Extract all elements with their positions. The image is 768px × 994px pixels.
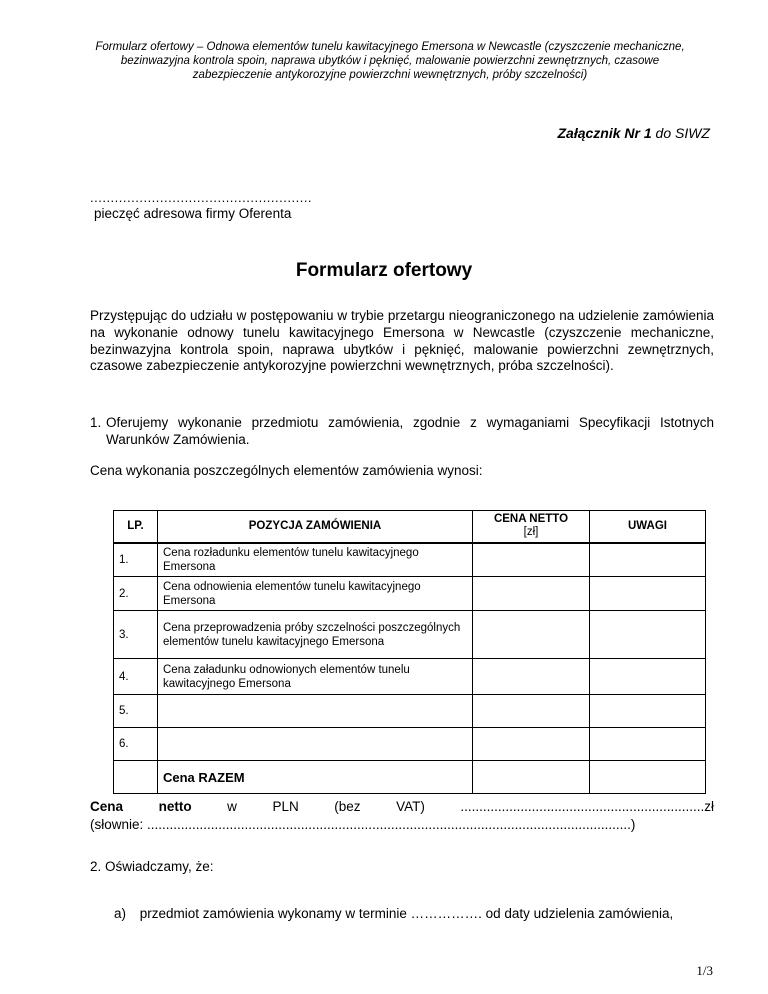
header-net-price	[473, 511, 590, 543]
price-table	[113, 510, 706, 794]
row-lp: 4.	[114, 659, 158, 695]
row-position: Cena przeprowadzenia próby szczelności poszczególnych elementów tunelu kawitacyjnego Emersona	[158, 611, 473, 659]
header-position: POZYCJA ZAMÓWIENIA	[158, 511, 473, 543]
total-label: Cena RAZEM	[158, 761, 473, 794]
row-lp: 2.	[114, 577, 158, 611]
row-lp: 6.	[114, 728, 158, 761]
row-remarks-cell[interactable]	[590, 728, 706, 761]
row-position: Cena rozładunku elementów tunelu kawitacyjnego Emersona	[158, 543, 473, 577]
row-net-price-cell[interactable]	[473, 728, 590, 761]
net-word-4: PLN	[272, 799, 299, 814]
net-word-3: w	[227, 799, 237, 814]
page-number: 1/3	[696, 963, 713, 978]
row-position[interactable]	[158, 695, 473, 728]
row-lp: 3.	[114, 611, 158, 659]
total-net-price-cell[interactable]	[473, 761, 590, 794]
row-remarks-cell[interactable]	[590, 695, 706, 728]
table-row	[114, 543, 706, 577]
point-1	[90, 415, 714, 449]
row-net-price-cell[interactable]	[473, 543, 590, 577]
table-row	[114, 728, 706, 761]
form-title: Formularz ofertowy	[295, 260, 473, 281]
header-net-price-label: CENA NETTO	[493, 513, 569, 526]
point-2a-text: przedmiot zamówienia wykonamy w terminie ……………. od daty udzielenia zamówienia,	[139, 906, 674, 921]
net-word-5: (bez	[334, 799, 361, 814]
annex-label	[557, 125, 710, 141]
price-intro: Cena wykonania poszczególnych elementów zamówienia wynosi:	[90, 463, 483, 478]
net-word-6: VAT)	[396, 799, 425, 814]
row-remarks-cell[interactable]	[590, 577, 706, 611]
point-2a-letter: a)	[114, 906, 127, 921]
total-remarks-cell[interactable]	[590, 761, 706, 794]
row-net-price-cell[interactable]	[473, 695, 590, 728]
point-2a	[114, 906, 673, 921]
header-lp: LP.	[114, 511, 158, 543]
point-2: 2. Oświadczamy, że:	[90, 859, 214, 874]
header-net-price-unit: [zł]	[523, 526, 539, 539]
total-lp-cell	[114, 761, 158, 794]
point-1-text: Oferujemy wykonanie przedmiotu zamówienia, zgodnie z wymaganiami Specyfikacji Istotnych Warunków Zamówienia.	[106, 415, 714, 447]
row-position: Cena załadunku odnowionych elementów tunelu kawitacyjnego Emersona	[158, 659, 473, 695]
table-row	[114, 577, 706, 611]
row-remarks-cell[interactable]	[590, 543, 706, 577]
net-amount-field[interactable]: .................................................................zł	[460, 799, 714, 814]
net-word-2: netto	[158, 799, 192, 814]
running-header: Formularz ofertowy – Odnowa elementów tunelu kawitacyjnego Emersona w Newcastle (czyszczenie mechaniczne, bezinwazyjna kontrola spoin, naprawa ubytków i pęknięć, malowanie powierzchni zewnętrznych, czasowe zabezpieczenie antykorozyjne powierzchni wewnętrznych, próby szczelności)	[95, 41, 685, 81]
table-total-row	[114, 761, 706, 794]
table-row	[114, 611, 706, 659]
row-net-price-cell[interactable]	[473, 577, 590, 611]
row-position: Cena odnowienia elementów tunelu kawitacyjnego Emersona	[158, 577, 473, 611]
net-word-1: Cena	[90, 799, 124, 814]
table-row	[114, 695, 706, 728]
net-price-line	[90, 799, 714, 814]
row-lp: 1.	[114, 543, 158, 577]
annex-number: Załącznik Nr 1	[557, 125, 652, 141]
amount-in-words-field[interactable]: (słownie: .................................................................................................................................)	[90, 817, 636, 832]
row-net-price-cell[interactable]	[473, 611, 590, 659]
row-net-price-cell[interactable]	[473, 659, 590, 695]
table-header-row	[114, 511, 706, 543]
annex-suffix: do SIWZ	[651, 125, 710, 141]
table-row	[114, 659, 706, 695]
row-remarks-cell[interactable]	[590, 611, 706, 659]
header-remarks: UWAGI	[590, 511, 706, 543]
row-position[interactable]	[158, 728, 473, 761]
row-remarks-cell[interactable]	[590, 659, 706, 695]
row-lp: 5.	[114, 695, 158, 728]
stamp-dotted-line: ......................................................	[90, 190, 313, 205]
stamp-label: pieczęć adresowa firmy Oferenta	[94, 206, 292, 221]
point-1-number: 1.	[90, 415, 102, 430]
intro-paragraph: Przystępując do udziału w postępowaniu w trybie przetargu nieograniczonego na udzielenie zamówienia na wykonanie odnowy tunelu kawitacyjnego Emersona w Newcastle (czyszczenie mechaniczne, bezinwazyjna kontrola spoin, naprawa ubytków i pęknięć, malowanie powierzchni zewnętrznych, czasowe zabezpieczenie antykorozyjne powierzchni wewnętrznych, próba szczelności).	[90, 308, 714, 374]
